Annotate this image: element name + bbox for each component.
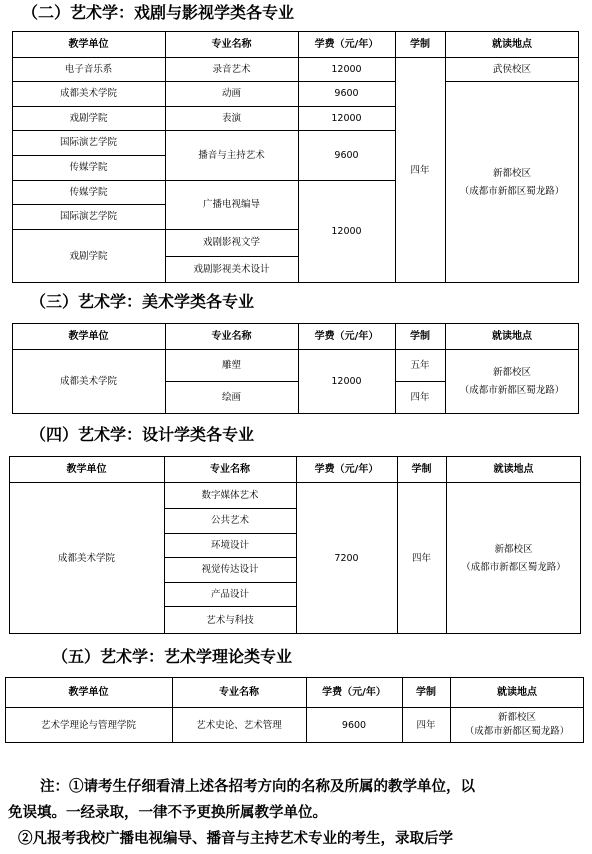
header-fee: 学费（元/年） bbox=[314, 463, 379, 475]
unit-cell: 成都美术学院 bbox=[59, 376, 117, 387]
unit-cell: 戏剧学院 bbox=[69, 250, 108, 262]
unit-cell: 成都美术学院 bbox=[59, 88, 117, 99]
header-unit: 教学单位 bbox=[66, 463, 107, 475]
header-duration: 学制 bbox=[416, 686, 436, 698]
header-duration: 学制 bbox=[411, 463, 432, 475]
unit-cell: 国际演艺学院 bbox=[59, 137, 117, 148]
unit-cell: 传媒学院 bbox=[69, 186, 108, 198]
section-title: （五）艺术学：艺术学理论类专业 bbox=[52, 647, 293, 666]
location-cell bbox=[445, 81, 579, 283]
header-duration: 学制 bbox=[410, 38, 430, 50]
major-cell: 产品设计 bbox=[210, 588, 249, 600]
major-cell: 艺术与科技 bbox=[206, 614, 254, 626]
major-cell: 表演 bbox=[221, 112, 241, 124]
header-location: 就读地点 bbox=[492, 330, 532, 342]
unit-cell: 传媒学院 bbox=[69, 162, 108, 173]
header-unit: 教学单位 bbox=[68, 330, 109, 342]
fee-cell: 12000 bbox=[331, 376, 362, 387]
major-cell: 广播电视编导 bbox=[202, 199, 260, 210]
duration-cell: 四年 bbox=[416, 719, 436, 731]
section-title: （四）艺术学：设计学类各专业 bbox=[30, 425, 255, 444]
unit-cell: 戏剧学院 bbox=[69, 112, 108, 124]
header-fee: 学费（元/年） bbox=[322, 686, 386, 698]
major-cell: 播音与主持艺术 bbox=[198, 149, 265, 161]
header-duration: 学制 bbox=[410, 330, 430, 342]
location-address: （成都市新都区蜀龙路） bbox=[459, 385, 565, 396]
header-major: 专业名称 bbox=[211, 330, 252, 342]
duration-cell: 四年 bbox=[410, 164, 430, 176]
duration-cell: 四年 bbox=[411, 552, 431, 564]
fee-cell: 9600 bbox=[341, 719, 367, 731]
major-cell: 录音艺术 bbox=[212, 63, 251, 75]
location-cell bbox=[446, 482, 581, 634]
location-campus: 新都校区 bbox=[497, 712, 536, 723]
major-cell: 戏剧影视文学 bbox=[202, 237, 260, 248]
location-cell bbox=[445, 349, 579, 414]
header-fee: 学费（元/年） bbox=[314, 330, 379, 342]
location-cell bbox=[450, 707, 584, 743]
major-cell: 戏剧影视美术设计 bbox=[193, 264, 270, 275]
note-line: 免误填。一经录取，一律不予更换所属教学单位。 bbox=[8, 804, 327, 821]
location-campus: 新都校区 bbox=[494, 543, 533, 555]
header-location: 就读地点 bbox=[493, 463, 534, 475]
header-location: 就读地点 bbox=[497, 686, 537, 698]
note-line: ②凡报考我校广播电视编导、播音与主持艺术专业的考生，录取后学 bbox=[18, 830, 453, 847]
major-cell: 环境设计 bbox=[210, 539, 249, 551]
header-major: 专业名称 bbox=[219, 686, 259, 698]
location-campus: 新都校区 bbox=[492, 167, 531, 179]
section-title: （三）艺术学：美术学类各专业 bbox=[30, 292, 255, 311]
section-title: （二）艺术学：戏剧与影视学类各专业 bbox=[22, 3, 295, 22]
header-location: 就读地点 bbox=[492, 38, 532, 50]
header-major: 专业名称 bbox=[210, 463, 250, 475]
duration-cell: 五年 bbox=[410, 359, 430, 371]
location-cell: 武侯校区 bbox=[492, 63, 531, 75]
fee-cell: 12000 bbox=[331, 226, 362, 237]
header-unit: 教学单位 bbox=[68, 38, 109, 50]
major-cell: 艺术史论、艺术管理 bbox=[196, 719, 282, 731]
note-line: 注：①请考生仔细看清上述各招考方向的名称及所属的教学单位，以 bbox=[40, 778, 475, 795]
major-cell: 雕塑 bbox=[221, 359, 241, 371]
fee-cell: 7200 bbox=[334, 552, 359, 564]
major-cell: 视觉传达设计 bbox=[201, 564, 259, 575]
fee-cell: 9600 bbox=[334, 88, 359, 99]
major-cell: 动画 bbox=[221, 88, 241, 99]
major-cell: 公共艺术 bbox=[210, 515, 249, 526]
fee-cell: 12000 bbox=[331, 112, 362, 124]
location-address: （成都市新都区蜀龙路） bbox=[464, 726, 570, 737]
unit-cell: 电子音乐系 bbox=[64, 63, 113, 75]
unit-cell: 艺术学理论与管理学院 bbox=[40, 719, 136, 731]
unit-cell: 成都美术学院 bbox=[57, 552, 115, 564]
header-major: 专业名称 bbox=[211, 38, 252, 50]
location-address: （成都市新都区蜀龙路） bbox=[461, 561, 566, 573]
location-campus: 新都校区 bbox=[492, 367, 531, 378]
unit-cell: 国际演艺学院 bbox=[59, 211, 117, 222]
location-address: （成都市新都区蜀龙路） bbox=[459, 185, 565, 197]
header-fee: 学费（元/年） bbox=[314, 38, 379, 50]
major-cell: 绘画 bbox=[221, 392, 241, 403]
fee-cell: 9600 bbox=[334, 149, 359, 161]
duration-cell: 四年 bbox=[410, 392, 430, 403]
major-cell: 数字媒体艺术 bbox=[201, 489, 259, 501]
header-unit: 教学单位 bbox=[68, 686, 109, 698]
fee-cell: 12000 bbox=[331, 63, 362, 75]
